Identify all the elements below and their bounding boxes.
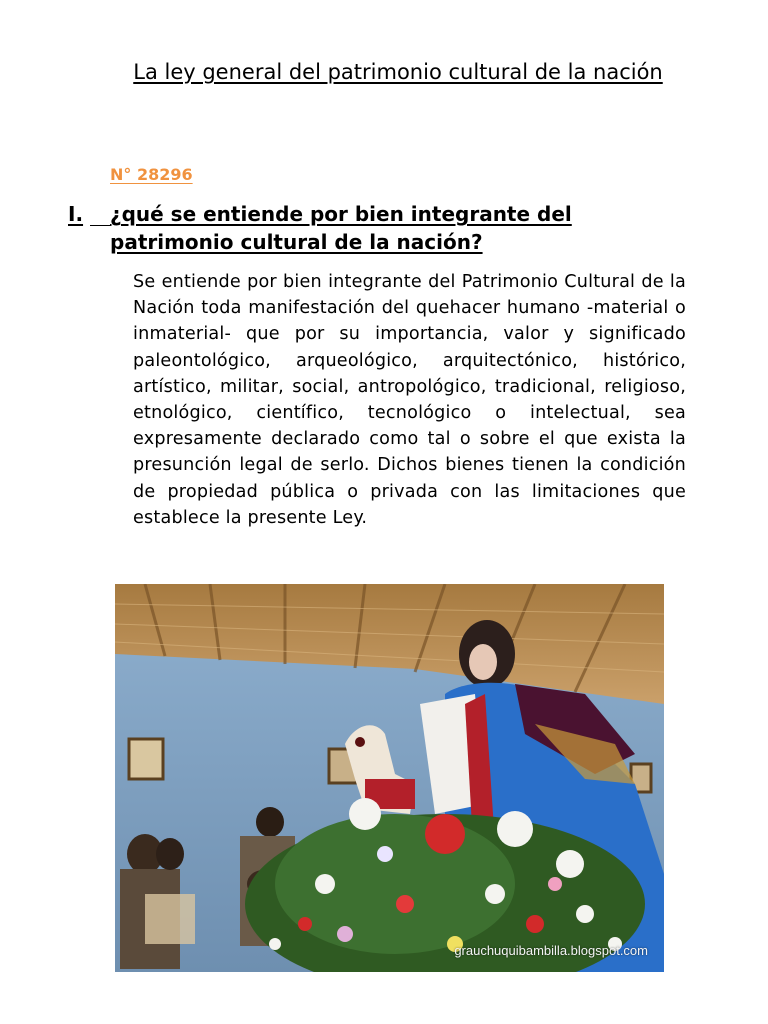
photo-illustration — [115, 584, 664, 972]
section-number: I. — [68, 202, 84, 226]
section-heading-text: ¿qué se entiende por bien integrante del patrimonio cultural de la nación? — [110, 202, 572, 254]
law-number: N° 28296 — [110, 165, 193, 184]
procession-photo — [115, 584, 664, 972]
document-title: La ley general del patrimonio cultural de la nación — [133, 60, 663, 84]
body-paragraph: Se entiende por bien integrante del Patrimonio Cultural de la Nación toda manifestación del quehacer humano -material o inmaterial- que por su importancia, valor y significado paleontológico, arqueológico, arquitectónico, histórico, artístico, militar, social, antropológico, tradicional, religioso, etnológico, científico, tecnológico o intelectual, sea expresamente declarado como tal o sobre el que exista la presunción legal de serlo. Dichos bienes tienen la condición de propiedad pública o privada con las limitaciones que establece la presente Ley. — [133, 272, 686, 528]
heading-underline-gap — [90, 225, 110, 226]
wall-frame-left — [129, 739, 163, 779]
section-heading — [68, 200, 688, 256]
photo-watermark: grauchuquibambilla.blogspot.com — [454, 943, 648, 958]
